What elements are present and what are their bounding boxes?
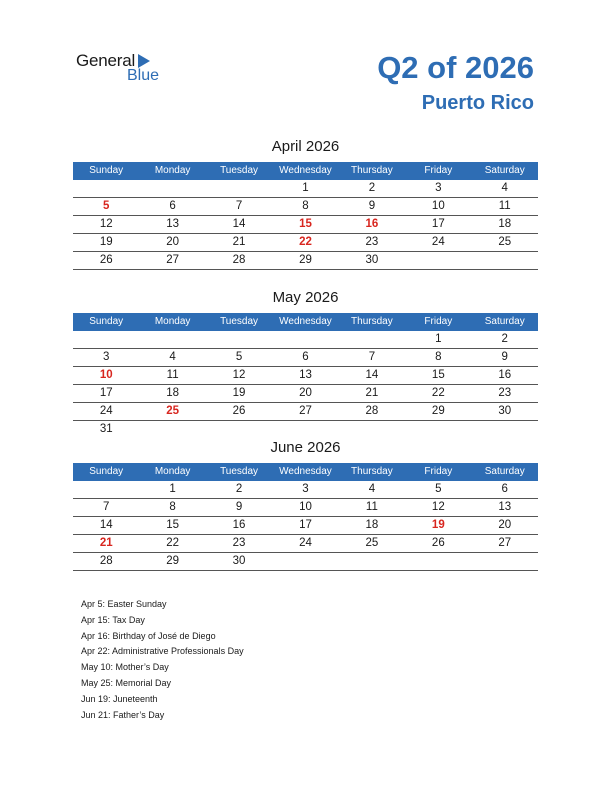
day-cell: 31 [99, 423, 113, 435]
day-cell: 25 [498, 236, 512, 248]
day-cell: 13 [299, 369, 312, 381]
day-cell [139, 331, 205, 348]
weekday-label: Thursday [351, 316, 393, 327]
day-cell: 21 [232, 236, 246, 248]
day-cell: 5 [235, 351, 243, 363]
day-cell: 13 [166, 218, 180, 230]
holiday-day-cell: 19 [431, 519, 445, 531]
day-cell: 30 [498, 405, 512, 417]
weekday-header [73, 313, 538, 331]
calendar-week-row [73, 252, 538, 270]
day-cell [405, 421, 471, 438]
calendar-week-row [73, 385, 538, 403]
weekday-label: Monday [154, 316, 191, 327]
day-cell [472, 252, 538, 269]
day-cell: 21 [365, 387, 379, 399]
day-cell: 2 [368, 182, 376, 194]
weekday-label: Saturday [484, 466, 525, 477]
day-cell: 26 [232, 405, 246, 417]
month-title: June 2026 [270, 439, 341, 456]
holiday-day-cell: 15 [299, 218, 312, 230]
day-cell: 3 [103, 351, 110, 363]
weekday-header [73, 162, 538, 180]
day-cell: 8 [435, 351, 442, 363]
day-cell: 19 [232, 387, 246, 399]
weekday-label: Thursday [351, 165, 393, 176]
day-cell: 30 [232, 555, 246, 567]
day-cell [139, 180, 205, 197]
weekday-label: Wednesday [279, 316, 332, 327]
day-cell [73, 481, 139, 498]
day-cell: 27 [498, 537, 512, 549]
holiday-note: May 10: Mother’s Day [81, 662, 169, 673]
day-cell: 16 [498, 369, 512, 381]
holiday-note: Apr 5: Easter Sunday [81, 599, 167, 609]
weekday-label: Friday [424, 165, 453, 176]
weekday-label: Saturday [484, 165, 525, 176]
calendar-week-row [73, 481, 538, 499]
day-cell: 11 [365, 501, 378, 513]
month-title: April 2026 [271, 138, 340, 155]
calendar-week-row [73, 403, 538, 421]
day-cell [272, 421, 338, 438]
weekday-label: Friday [424, 466, 453, 477]
day-cell: 9 [368, 200, 376, 212]
day-cell: 23 [498, 387, 512, 399]
day-cell: 6 [169, 200, 176, 212]
weekday-label: Monday [154, 165, 191, 176]
day-cell: 18 [166, 387, 180, 399]
day-cell: 23 [232, 537, 246, 549]
calendar-week-row [73, 499, 538, 517]
day-cell: 14 [99, 519, 113, 531]
day-cell: 27 [299, 405, 312, 417]
day-cell: 2 [235, 483, 243, 495]
day-cell: 22 [431, 387, 445, 399]
day-cell [73, 331, 139, 348]
day-cell: 14 [232, 218, 246, 230]
day-cell: 18 [365, 519, 379, 531]
day-cell [73, 180, 139, 197]
day-cell: 4 [169, 351, 176, 363]
calendar-week-row [73, 421, 538, 438]
day-cell [206, 421, 272, 438]
day-cell: 25 [365, 537, 379, 549]
month-title: May 2026 [272, 289, 339, 306]
calendar-week-row [73, 553, 538, 571]
calendar-week-row [73, 331, 538, 349]
day-cell: 19 [99, 236, 113, 248]
weekday-header [73, 463, 538, 481]
holiday-day-cell: 22 [299, 236, 312, 248]
weekday-label: Wednesday [279, 165, 332, 176]
day-cell: 15 [166, 519, 180, 531]
day-cell: 17 [99, 387, 113, 399]
day-cell: 26 [99, 254, 113, 266]
day-cell: 15 [431, 369, 445, 381]
holiday-note: Apr 16: Birthday of José de Diego [81, 630, 216, 641]
calendar-week-row [73, 198, 538, 216]
day-cell: 7 [368, 351, 376, 363]
weekday-label: Tuesday [220, 466, 259, 477]
day-cell: 11 [498, 200, 511, 212]
holiday-day-cell: 25 [166, 405, 180, 417]
day-cell [206, 180, 272, 197]
day-cell: 8 [302, 200, 309, 212]
calendar-week-row [73, 517, 538, 535]
day-cell: 27 [166, 254, 180, 266]
logo-general-text: General [76, 51, 136, 70]
day-cell: 13 [498, 501, 512, 513]
day-cell: 12 [232, 369, 246, 381]
calendar-week-row [73, 234, 538, 252]
holiday-day-cell: 16 [365, 218, 379, 230]
logo-flag-icon [138, 54, 150, 68]
day-cell: 14 [365, 369, 379, 381]
page-title: Q2 of 2026 [377, 50, 534, 85]
day-cell: 9 [235, 501, 243, 513]
day-cell: 4 [368, 483, 376, 495]
weekday-label: Monday [154, 466, 191, 477]
day-cell [339, 331, 405, 348]
day-cell: 8 [169, 501, 176, 513]
day-cell: 24 [99, 405, 113, 417]
day-cell: 18 [498, 218, 512, 230]
day-cell: 20 [299, 387, 312, 399]
day-cell [206, 331, 272, 348]
calendar-week-row [73, 535, 538, 553]
day-cell: 30 [365, 254, 379, 266]
day-cell: 12 [431, 501, 445, 513]
holiday-notes [81, 597, 244, 723]
day-cell: 20 [498, 519, 512, 531]
weekday-label: Sunday [89, 165, 124, 176]
day-cell: 24 [431, 236, 445, 248]
day-cell: 3 [435, 182, 442, 194]
day-cell: 10 [299, 501, 312, 513]
day-cell: 29 [431, 405, 445, 417]
day-cell: 26 [431, 537, 445, 549]
logo-blue-text: Blue [127, 67, 160, 84]
day-cell: 1 [302, 182, 309, 194]
day-cell: 5 [435, 483, 442, 495]
day-cell [472, 553, 538, 570]
day-cell: 9 [501, 351, 508, 363]
weekday-label: Saturday [484, 316, 525, 327]
day-cell: 11 [166, 369, 179, 381]
holiday-note: Apr 15: Tax Day [81, 614, 145, 625]
day-cell: 29 [166, 555, 180, 567]
day-cell: 22 [166, 537, 180, 549]
holiday-day-cell: 5 [103, 200, 110, 212]
holiday-note: Jun 19: Juneteenth [81, 693, 158, 704]
weekday-label: Friday [424, 316, 453, 327]
day-cell: 1 [169, 483, 176, 495]
day-cell: 12 [99, 218, 113, 230]
day-cell: 28 [232, 254, 246, 266]
day-cell: 17 [299, 519, 312, 531]
weekday-label: Wednesday [279, 466, 332, 477]
holiday-day-cell: 21 [99, 537, 113, 549]
day-cell: 4 [501, 182, 508, 194]
day-cell: 6 [501, 483, 508, 495]
day-cell [472, 421, 538, 438]
day-cell: 24 [299, 537, 312, 549]
weekday-label: Thursday [351, 466, 393, 477]
day-cell: 2 [501, 333, 508, 345]
weekday-label: Sunday [89, 466, 124, 477]
day-cell [272, 331, 338, 348]
calendar-week-row [73, 216, 538, 234]
weekday-label: Tuesday [220, 316, 259, 327]
day-cell [339, 421, 405, 438]
page-subtitle: Puerto Rico [421, 92, 534, 114]
day-cell: 23 [365, 236, 379, 248]
holiday-note: Apr 22: Administrative Professionals Day [81, 646, 244, 657]
holiday-day-cell: 10 [99, 369, 113, 381]
day-cell: 7 [235, 200, 243, 212]
holiday-note: May 25: Memorial Day [81, 677, 172, 688]
logo [76, 51, 160, 84]
calendar-week-row [73, 349, 538, 367]
calendar-week-row [73, 367, 538, 385]
day-cell: 10 [431, 200, 445, 212]
day-cell: 20 [166, 236, 180, 248]
day-cell: 29 [299, 254, 312, 266]
day-cell: 17 [431, 218, 445, 230]
day-cell: 6 [302, 351, 309, 363]
day-cell [405, 553, 471, 570]
day-cell: 16 [232, 519, 246, 531]
day-cell: 3 [302, 483, 309, 495]
day-cell [339, 553, 405, 570]
day-cell [405, 252, 471, 269]
day-cell: 1 [435, 333, 442, 345]
day-cell [139, 421, 205, 438]
calendar-week-row [73, 180, 538, 198]
weekday-label: Tuesday [220, 165, 259, 176]
day-cell: 28 [365, 405, 379, 417]
day-cell: 7 [103, 501, 110, 513]
day-cell [272, 553, 338, 570]
day-cell: 28 [99, 555, 113, 567]
weekday-label: Sunday [89, 316, 124, 327]
holiday-note: Jun 21: Father’s Day [81, 709, 165, 720]
